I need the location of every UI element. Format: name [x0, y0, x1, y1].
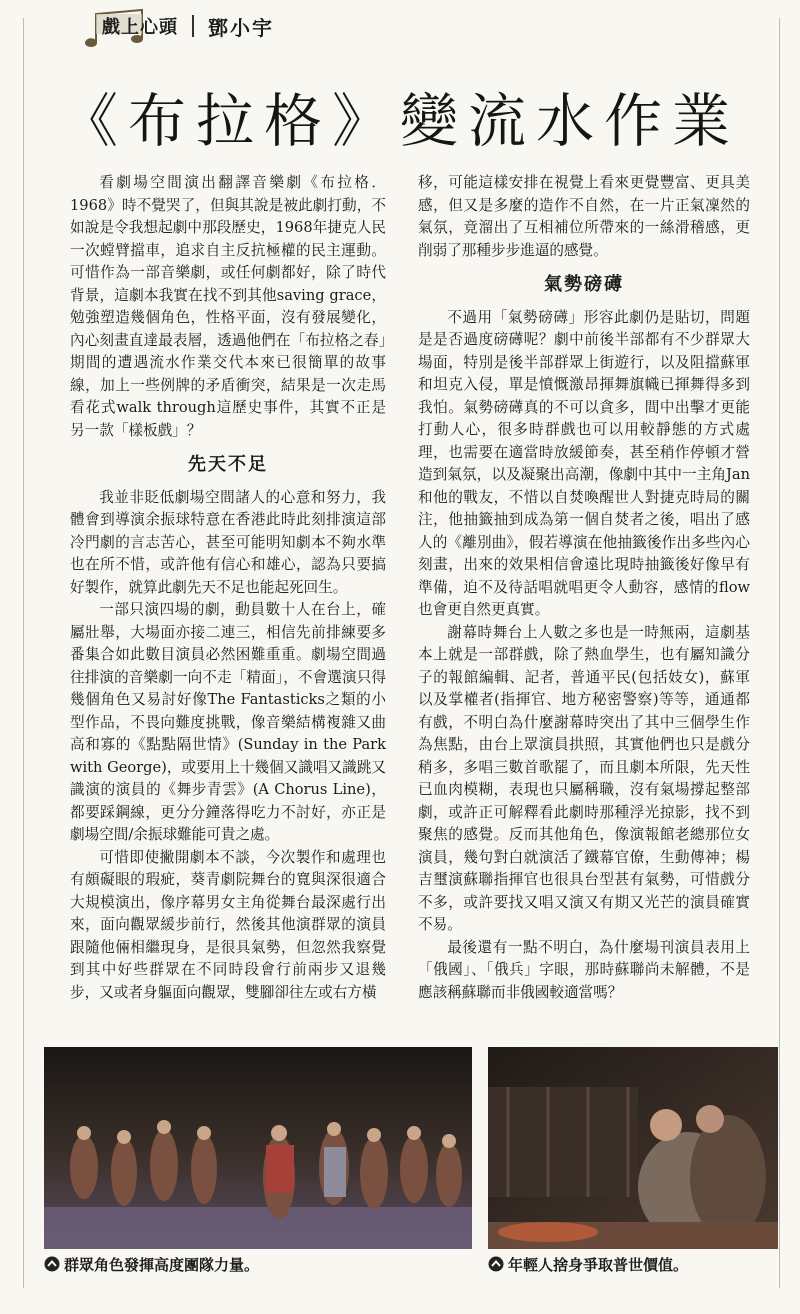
- author-name: 鄧小宇: [208, 15, 274, 40]
- caption-text: 年輕人捨身爭取普世價值。: [508, 1255, 689, 1274]
- photo-caption-right: [488, 1252, 688, 1276]
- caret-up-circle-icon: [44, 1256, 60, 1272]
- caret-up-circle-icon: [488, 1256, 504, 1272]
- right-column: [418, 172, 750, 1004]
- paragraph: 看劇場空間演出翻譯音樂劇《布拉格．1968》時不覺哭了，但與其說是被此劇打動，不如說是令我想起劇中那段歷史，1968年捷克人民一次螳臂擋車，追求自主反抗極權的民主運動。可惜作為一部音樂劇，或任何劇都好，除了時代背景，這劇本我實在找不到其他saving grace，勉強塑造幾個角色，性格平面，沒有發展變化，內心刻畫直達最表層，透過他們在「布拉格之春」期間的遭遇流水作業交代本來已很簡單的故事線，加上一些例牌的矛盾衝突，結果是一次走馬看花式walk through這歷史事件，其實不正是另一款「樣板戲」？: [70, 174, 386, 439]
- paragraph: 移，可能這樣安排在視覺上看來更覺豐富、更具美感，但又是多麼的造作不自然，在一片正氣凜然的氣氛，竟溜出了互相補位所帶來的一絲滑稽感，更削弱了那種步步進逼的感覺。: [418, 174, 750, 259]
- caption-text: 群眾角色發揮高度團隊力量。: [64, 1255, 260, 1274]
- paragraph: 可惜即使撇開劇本不談，今次製作和處理也有頗礙眼的瑕疵，葵青劇院舞台的寬與深很適合大規模演出，像序幕男女主角從舞台最深處行出來，面向觀眾緩步前行，然後其他演群眾的演員跟隨他倆相繼現身，是很具氣勢，但忽然我察覺到其中好些群眾在不同時段會行前兩步又退幾步，又或者身軀面向觀眾，雙腳卻往左或右方橫: [70, 848, 386, 1001]
- subheading: 先天不足: [188, 454, 268, 475]
- stage-photo-ensemble: [44, 1047, 472, 1249]
- subheading: 氣勢磅礡: [544, 274, 624, 295]
- paragraph: 我並非貶低劇場空間諸人的心意和努力，我體會到導演余振球特意在香港此時此刻排演這部冷門劇的言志苦心，甚至可能明知劇本不夠水準也在所不惜，或許他有信心和雄心，認為只要搞好製作，就算此劇先天不足也能起死回生。: [70, 488, 386, 596]
- stage-photo-youth: [488, 1047, 778, 1249]
- right-border-rule: [779, 18, 780, 1288]
- column-header: [86, 4, 306, 48]
- photo-caption-left: [44, 1252, 259, 1276]
- paragraph: 不過用「氣勢磅礡」形容此劇仍是貼切，問題是是否過度磅礡呢？劇中前後半部都有不少群眾大場面，特別是後半部群眾上街遊行，以及阻擋蘇軍和坦克入侵，單是憤慨激昂揮舞旗幟已揮舞得多到我怕。氣勢磅礡真的不可以貪多，間中出擊才更能打動人心，很多時群戲也可以用較靜態的方式處理，也需要在適當時放緩節奏，甚至稍作停頓才營造到氣氛，以及凝聚出高潮，像劇中其中一主角Jan和他的戰友，不惜以自焚喚醒世人對捷克時局的關注，他抽籤抽到成為第一個自焚者之後，唱出了感人的《離別曲》，假若導演在他抽籤後作出多些內心刻畫，出來的效果相信會遠比現時抽籤後好像早有準備，迫不及待話唱就唱更令人動容，感情的flow也會更自然更真實。: [418, 308, 750, 618]
- paragraph: 最後還有一點不明白，為什麼場刊演員表用上「俄國」、「俄兵」字眼，那時蘇聯尚未解體，不是應該稱蘇聯而非俄國較適當嗎？: [418, 938, 750, 1001]
- left-border-rule: [23, 18, 24, 1288]
- paragraph: 謝幕時舞台上人數之多也是一時無兩，這劇基本上就是一部群戲，除了熱血學生，也有屬知識分子的報館編輯、記者，普通平民(包括妓女)，蘇軍以及掌權者(指揮官、地方秘密警察)等等，通通都有戲，不明白為什麼謝幕時突出了其中三個學生作為焦點，由台上眾演員拱照，其實他們也只是戲分稍多，多唱三數首歌罷了，而且劇本所限，先天性已血肉模糊，表現也只屬稱職，沒有氣場撐起整部劇，或許正可解釋看此劇時那種浮光掠影，找不到聚焦的感覺。反而其他角色，像演報館老總那位女演員，幾句對白就演活了鐵幕官僚，生動傳神；楊吉璽演蘇聯指揮官也很具台型甚有氣勢，可惜戲分不多，或許要找又唱又演又有期又光芒的演員確實不易。: [418, 623, 750, 933]
- paragraph: 一部只演四場的劇，動員數十人在台上，確屬壯舉，大場面亦接二連三，相信先前排練要多番集合如此數目演員必然困難重重。劇場空間過往排演的音樂劇一向不走「精面」，不會選演只得幾個角色又易討好像The Fantasticks之類的小型作品，不畏向難度挑戰，像音樂結構複雜又曲高和寡的《點點隔世情》(Sunday in the Park with George)，或要用上十幾個又識唱又識跳又識演的演員的《舞步青雲》(A Chorus Line)，都要踩鋼線，更分分鐘落得吃力不討好，亦正是劇場空間/余振球難能可貴之處。: [70, 601, 386, 843]
- headline: 《布拉格》變流水作業: [60, 87, 741, 155]
- column-name: 戲上心頭: [102, 17, 178, 38]
- left-column: [70, 172, 386, 1004]
- header-divider: [192, 15, 194, 37]
